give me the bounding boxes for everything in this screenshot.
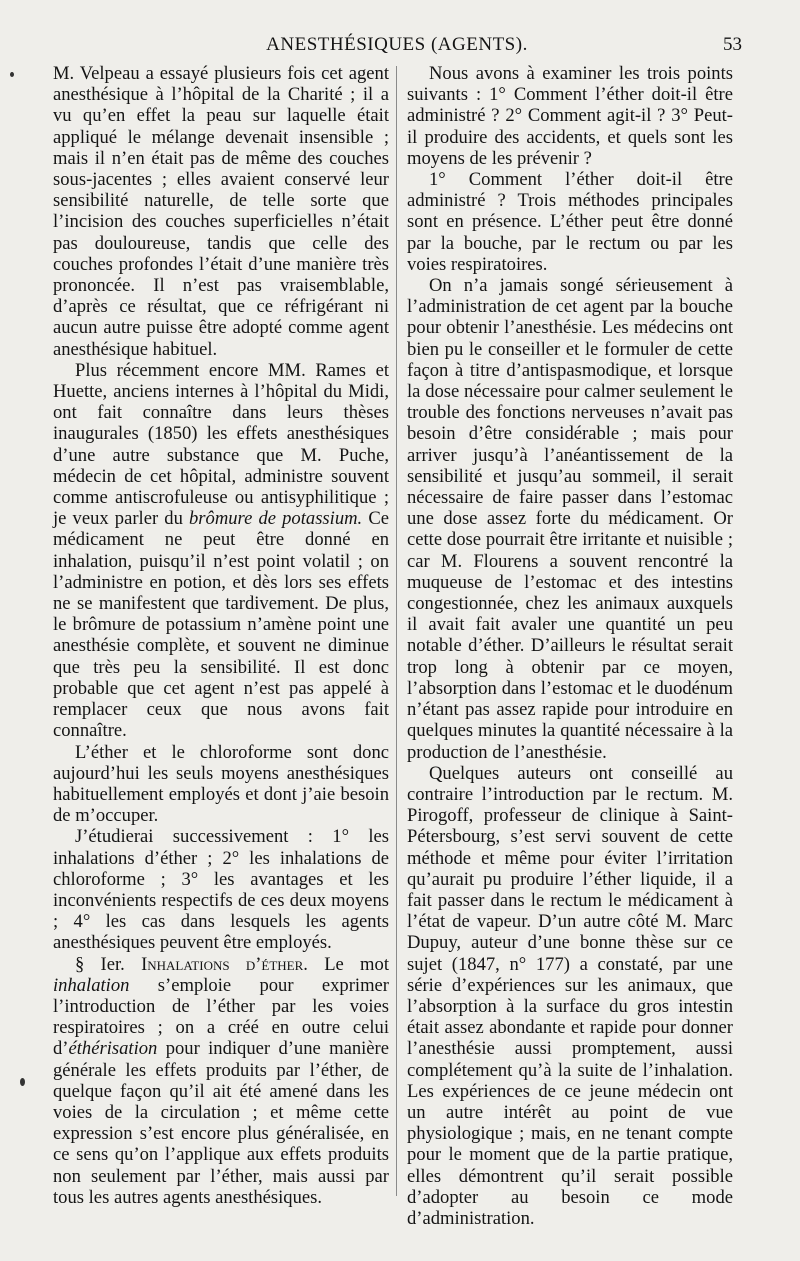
paragraph-text: pour indiquer d’une manière générale les effets produits par l’éther, de quelque façon qu’il ait été amené dans les voies de la circulation ; et même cette expression s’est encore plus généralisée, en ce sens qu’on l’applique aux effets produits non seulement par l’éther, mais aussi par tous les autres agents anesthésiques. (53, 1038, 390, 1208)
paragraph: On n’a jamais songé sérieusement à l’administration de cet agent par la bouche pour obtenir l’anesthésie. Les médecins ont bien pu le conseiller et le formuler de cette façon à titre d’antispasmodique, et lorsque la dose nécessaire pour calmer seulement le trouble des fonctions nerveuses n’avait pas besoin d’être considérable ; mais pour arriver jusqu’à l’anéantissement de la sensibilité et jusqu’au sommeil, il serait nécessaire de faire passer dans l’estomac une dose assez forte du médicament. Or cette dose pourrait être irritante et nuisible ; car M. Flourens a souvent rencontré la muqueuse de l’estomac et des intestins congestionnée, chez les animaux auxquels il avait fait avaler une quantité un peu notable d’éther. D’ailleurs le résultat serait trop long à obtenir par ce moyen, l’absorption dans l’estomac et le duodénum n’étant pas assez rapide pour introduire en quelques minutes la quantité nécessaire à la production de l’anesthésie. (407, 275, 733, 763)
section-number: § Ier. (75, 953, 125, 975)
running-title: ANESTHÉSIQUES (AGENTS). (266, 34, 528, 55)
ink-speck (10, 72, 14, 77)
running-header (52, 34, 742, 60)
column-divider (396, 66, 397, 1196)
paragraph-text: Plus récemment encore MM. Rames et Huette, anciens internes à l’hôpital du Midi, ont fait connaître dans leurs thèses inaugurales (1850) les effets anesthésiques d’une autre substance que M. Puche, médecin de cet hôpital, administre souvent comme antiscrofuleuse ou antisyphilitique ; je veux parler du (53, 359, 389, 530)
left-column (53, 63, 390, 1208)
paragraph: Nous avons à examiner les trois points suivants : 1° Comment l’éther doit-il être administré ? 2° Comment agit-il ? 3° Peut-il produire des accidents, et quels sont les moyens de les prévenir ? (407, 63, 733, 169)
italic-term: éthérisation (68, 1038, 158, 1060)
section-paragraph (53, 954, 389, 1208)
paragraph: 1° Comment l’éther doit-il être administré ? Trois méthodes principales sont en présence. L’éther peut être donné par la bouche, par le rectum ou par les voies respiratoires. (407, 169, 733, 275)
italic-term: inhalation (53, 974, 130, 996)
paragraph: L’éther et le chloroforme sont donc aujourd’hui les seuls moyens anesthésiques habituellement employés et dont j’aie besoin de m’occuper. (53, 741, 389, 827)
paragraph-text: s’emploie pour exprimer l’introduction de l’éther par les voies respiratoires ; on a créé en outre celui d’ (53, 974, 389, 1060)
section-heading: Inhalations d’éther. (141, 953, 308, 975)
paragraph-text: Le mot (324, 953, 389, 975)
ink-speck (20, 1078, 25, 1086)
paragraph: Quelques auteurs ont conseillé au contraire l’introduction par le rectum. M. Pirogoff, professeur de clinique à Saint-Pétersbourg, s’est servi souvent de cette méthode et même pour éviter l’irritation qu’aurait pu produire l’éther liquide, il a fait passer dans le rectum le médicament à l’état de vapeur. D’un autre côté M. Marc Dupuy, auteur d’une bonne thèse sur ce sujet (1847, n° 177) a constaté, par une série d’expériences sur les animaux, que l’absorption à la surface du gros intestin était assez abondante et rapide pour donner l’anesthésie aussi promptement, aussi complétement qu’à la suite de l’inhalation. Les expériences de ce jeune médecin ont un autre intérêt au point de vue physiologique ; mais, en ne tenant compte pour le moment que de la partie pratique, elles démontrent qu’il serait possible d’adopter au besoin ce mode d’administration. (407, 762, 733, 1229)
paragraph: M. Velpeau a essayé plusieurs fois cet agent anesthésique à l’hôpital de la Charité ; il a vu qu’en effet la peau sur laquelle était appliqué le mélange devenait insensible ; mais il n’en était pas de même des couches sous-jacentes ; elles avaient conservé leur sensibilité naturelle, de telle sorte que l’incision des couches superficielles n’était pas douloureuse, tandis que celle des couches profondes l’était d’une manière très prononcée. Il n’est pas vraisemblable, d’après ce résultat, que ce réfrigérant ni aucun autre puisse être adopté comme agent anesthésique habituel. (53, 63, 389, 360)
paragraph: J’étudierai successivement : 1° les inhalations d’éther ; 2° les inhalations de chloroforme ; 3° les avantages et les inconvénients respectifs de ces deux moyens ; 4° les cas dans lesquels les agents anesthésiques peuvent être employés. (53, 826, 389, 954)
right-column (407, 63, 733, 1229)
paragraph-text: Ce médicament ne peut être donné en inhalation, puisqu’il n’est point volatil ; on l’administre en potion, et dès lors ses effets ne se manifestent que tardivement. De plus, le brômure de potassium n’amène point une anesthésie complète, et souvent ne diminue que très peu la sensibilité. Il est donc probable que cet agent n’est pas appelé à remplacer ceux que nous avons fait connaître. (53, 508, 389, 742)
page-number: 53 (723, 34, 742, 55)
italic-term: brômure de potassium. (189, 508, 363, 530)
paragraph (53, 360, 389, 742)
